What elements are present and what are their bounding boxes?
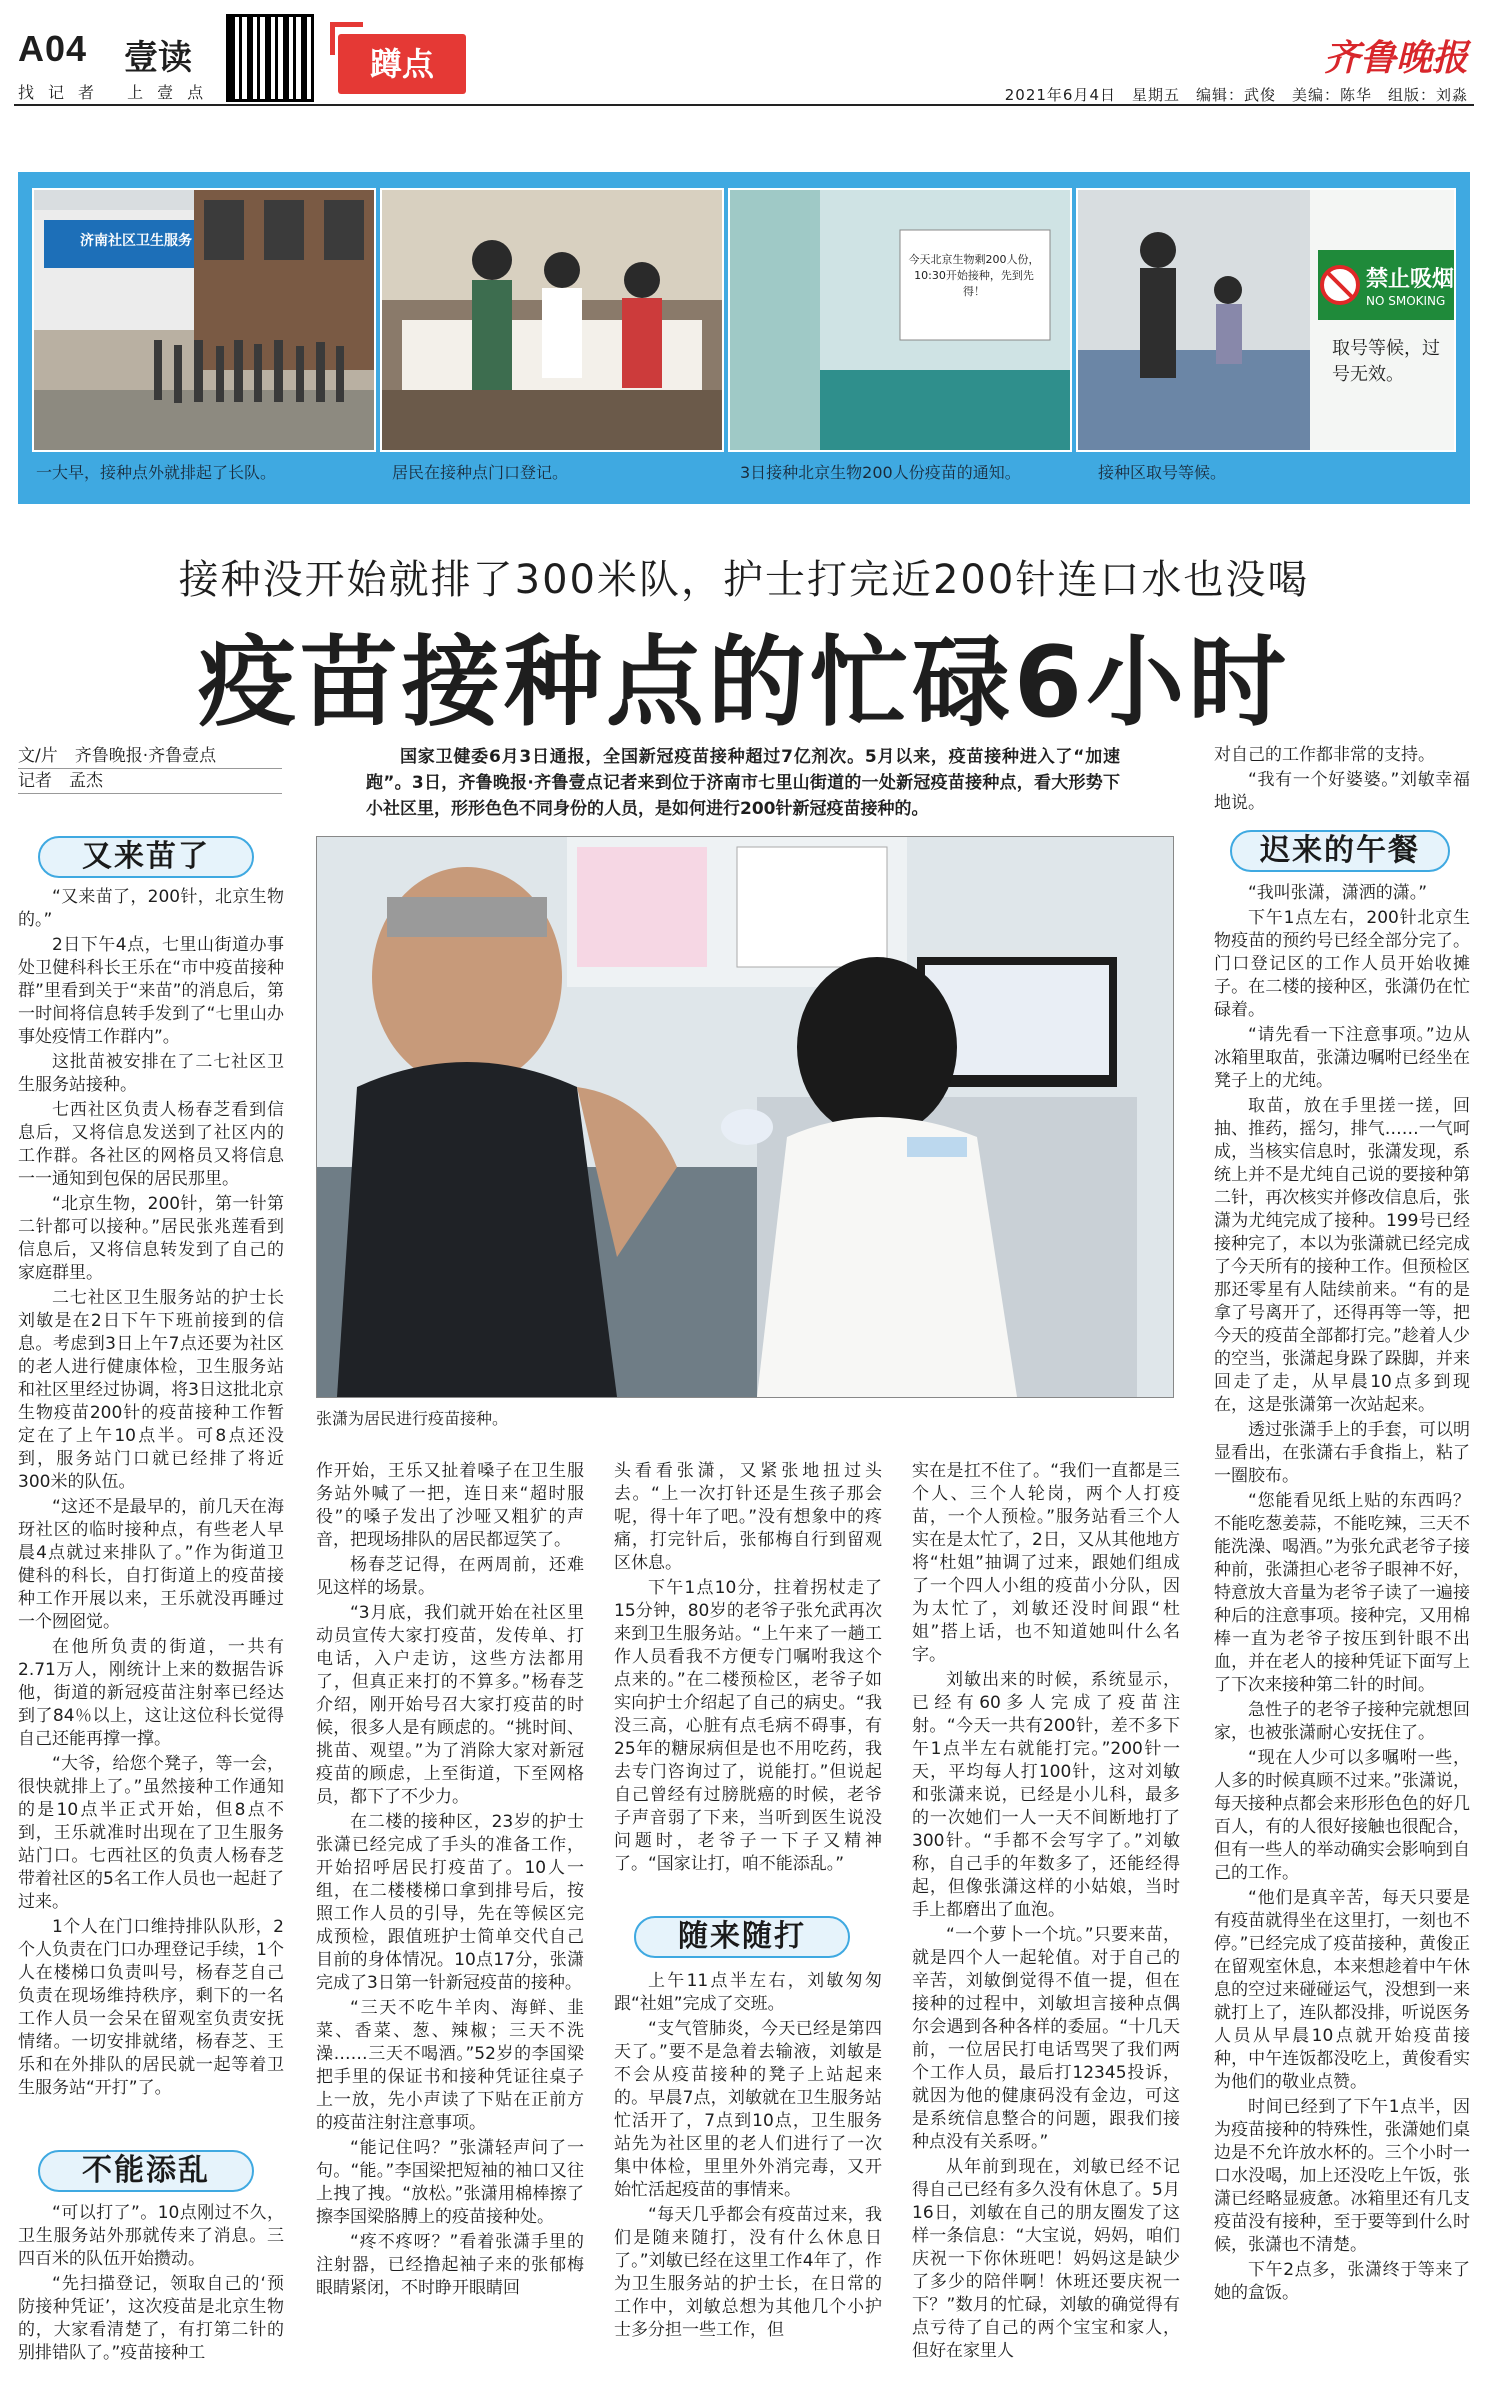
paragraph: 对自己的工作都非常的支持。	[1214, 745, 1435, 765]
paragraph: 在二楼的接种区，23岁的护士张潇已经完成了手头的准备工作，开始招呼居民打疫苗了。10人一组，在二楼楼梯口拿到排号后，按照工作人员的引导，先在等候区完成预检，跟值班护士简单交代自己目前的身体情况。10点17分，张潇完成了3日第一针新冠疫苗的接种。	[316, 1812, 584, 1993]
paragraph: “支气管肺炎，今天已经是第四天了。”要不是急着去输液，刘敏是不会从疫苗接种的凳子上站起来的。早晨7点，刘敏就在卫生服务站忙活开了，7点到10点，卫生服务站先为社区里的老人们进行了一次集中体检，里里外外消完毒，又开始忙活起疫苗的事情来。	[614, 2019, 882, 2200]
paragraph: “每天几乎都会有疫苗过来，我们是随来随打，没有什么休息日了。”刘敏已经在这里工作4年了，作为卫生服务站的护士长，在日常的工作中，刘敏总想为其他几个小护士多分担一些工作，但	[614, 2205, 882, 2340]
paragraph: “又来苗了，200针，北京生物的。”	[18, 887, 284, 930]
paragraph: 实在是扛不住了。“我们一直都是三个人、三个人轮岗，两个人打疫苗，一个人预检。”服务站看三个人实在是太忙了，2日，又从其他地方将“杜姐”抽调了过来，跟她们组成了一个四人小组的疫苗小分队，因为太忙了，刘敏还没时间跟“杜姐”搭上话，也不知道她叫什么名字。	[912, 1461, 1180, 1665]
subhead-4: 迟来的午餐	[1230, 830, 1450, 872]
main-photo-caption: 张潇为居民进行疫苗接种。	[316, 1409, 509, 1428]
masthead-rule	[14, 104, 1474, 106]
kicker-headline: 接种没开始就排了300米队，护士打完近200针连口水也没喝	[178, 557, 1310, 603]
subhead-2: 不能添乱	[38, 2150, 254, 2192]
queue-photo[interactable]	[32, 188, 376, 452]
column-label: 蹲点	[369, 45, 434, 83]
paragraph: “请先看一下注意事项。”边从冰箱里取苗，张潇边嘱咐已经坐在凳子上的尤纯。	[1214, 1025, 1470, 1091]
paragraph: 时间已经到了下午1点半，因为疫苗接种的特殊性，张潇她们桌边是不允许放水杯的。三个小时一口水没喝，加上还没吃上午饭，张潇已经略显疲惫。冰箱里还有几支疫苗没有接种，至于要等到什么时候，张潇也不清楚。	[1214, 2097, 1470, 2255]
paragraph: “大爷，给您个凳子，等一会，很快就排上了。”虽然接种工作通知的是10点半正式开始，但8点不到，王乐就准时出现在了卫生服务站门口。七西社区的负责人杨春芝带着社区的5名工作人员也一起赶了过来。	[18, 1754, 284, 1912]
byline-reporter: 记者 孟杰	[18, 769, 282, 794]
article-column-2	[316, 1460, 584, 2388]
newspaper-logo: 齐鲁晚报	[1323, 37, 1468, 79]
paragraph: 这批苗被安排在了二七社区卫生服务站接种。	[18, 1052, 284, 1095]
paragraph: “北京生物，200针，第一针第二针都可以接种。”居民张兆莲看到信息后，又将信息转发到了自己的家庭群里。	[18, 1194, 284, 1283]
section-name: 壹读	[124, 38, 192, 78]
paragraph: “您能看见纸上贴的东西吗？不能吃葱姜蒜，不能吃辣，三天不能洗澡、喝酒。”为张允武老爷子接种前，张潇担心老爷子眼神不好，特意放大音量为老爷子读了一遍接种后的注意事项。接种完，又用棉棒一直为老爷子按压到针眼不出血，并在老人的接种凭证下面写上了下次来接种第二针的时间。	[1214, 1491, 1470, 1695]
no-smoking-sign: 禁止吸烟	[1366, 267, 1455, 292]
article-column-3b	[614, 1970, 882, 2388]
paragraph: 下午2点多，张潇终于等来了她的盒饭。	[1214, 2260, 1470, 2303]
page-number: A04	[18, 28, 88, 69]
no-smoking-english: NO SMOKING	[1366, 294, 1446, 308]
paragraph: 二七社区卫生服务站的护士长刘敏是在2日下午下班前接到的信息。考虑到3日上午7点还要为社区的老人进行健康体检，卫生服务站和社区里经过协调，将3日这批北京生物疫苗200针的疫苗接种工作暂定在了上午10点半。可8点还没到，服务站门口就已经排了将近300米的队伍。	[18, 1288, 284, 1492]
article-lede: 国家卫健委6月3日通报，全国新冠疫苗接种超过7亿剂次。5月以来，疫苗接种进入了“加速跑”。3日，齐鲁晚报·齐鲁壹点记者来到位于济南市七里山街道的一处新冠疫苗接种点，看大形势下小社区里，形形色色不同身份的人员，是如何进行200针新冠疫苗接种的。	[366, 747, 1120, 819]
paragraph: “我叫张潇，潇洒的潇。”	[1248, 883, 1428, 903]
paragraph: “我有一个好婆婆。”刘敏幸福地说。	[1214, 770, 1470, 813]
notice-text: 今天北京生物剩200人份，10:30开始接种，先到先得！	[908, 253, 1040, 298]
paragraph: 下午1点左右，200针北京生物疫苗的预约号已经全部分完了。门口登记区的工作人员开始收摊子。在二楼的接种区，张潇仍在忙碌着。	[1214, 908, 1470, 1020]
paragraph: 下午1点10分，拄着拐杖走了15分钟，80岁的老爷子张允武再次来到卫生服务站。“上午来了一趟工作人员看我不方便专门嘱咐我这个点来的。”在二楼预检区，老爷子如实向护士介绍起了自己的病史。“我没三高，心脏有点毛病不碍事，有25年的糖尿病但是也不用吃药，我去专门咨询过了，说能打。”但说起自己曾经有过膀胱癌的时候，老爷子声音弱了下来，当听到医生说没问题时，老爷子一下子又精神了。“国家让打，咱不能添乱。”	[614, 1578, 882, 1874]
paragraph: “能记住吗？”张潇轻声问了一句。“能。”李国梁把短袖的袖口又往上拽了拽。“放松。”张潇用棉棒擦了擦李国梁胳膊上的疫苗接种处。	[316, 2138, 584, 2227]
paragraph: 刘敏出来的时候，系统显示，已经有60多人完成了疫苗注射。“今天一共有200针，差不多下午1点半左右就能打完。”200针一天，平均每人打100针，这对刘敏和张潇来说，已经是小儿科，最多的一次她们一人一天不间断地打了300针。“手都不会写字了。”刘敏称，自己手的年数多了，还能经得起，但像张潇这样的小姑娘，当时手上都磨出了血泡。	[912, 1670, 1180, 1920]
paragraph: “他们是真辛苦，每天只要是有疫苗就得坐在这里打，一刻也不停。”已经完成了疫苗接种，黄俊正在留观室休息，本来想趁着中午休息的空过来碰碰运气，没想到一来就打上了，连队都没排，听说医务人员从早晨10点就开始疫苗接种，中午连饭都没吃上，黄俊看实为他们的敬业点赞。	[1214, 1888, 1470, 2092]
paragraph: “三天不吃牛羊肉、海鲜、韭菜、香菜、葱、辣椒；三天不洗澡……三天不喝酒。”52岁的李国梁把手里的保证书和接种凭证往桌子上一放，先小声读了下贴在正前方的疫苗注射注意事项。	[316, 1998, 584, 2133]
photo-caption: 一大早，接种点外就排起了长队。	[36, 463, 277, 482]
paragraph: 头看看张潇，又紧张地扭过头去。“上一次打针还是生孩子那会呢，得十年了吧。”没有想象中的疼痛，打完针后，张郁梅自行到留观区休息。	[614, 1461, 882, 1573]
main-photo[interactable]	[316, 836, 1174, 1398]
photo-caption: 接种区取号等候。	[1098, 463, 1227, 482]
paragraph: “疼不疼呀？”看着张潇手里的注射器，已经撸起袖子来的张郁梅眼睛紧闭，不时睁开眼睛回	[316, 2232, 584, 2298]
waiting-photo[interactable]	[1076, 188, 1456, 452]
paragraph: 急性子的老爷子接种完就想回家，也被张潇耐心安抚住了。	[1214, 1700, 1470, 1743]
paragraph: 七西社区负责人杨春芝看到信息后，又将信息发送到了社区内的工作群。各社区的网格员又将信息一一通知到包保的居民那里。	[18, 1100, 284, 1189]
photo-caption: 居民在接种点门口登记。	[392, 463, 569, 482]
paragraph: 1个人在门口维持排队队形，2个人负责在门口办理登记手续，1个人在楼梯口负责叫号，杨春芝自己负责在现场维持秩序，剩下的一名工作人员一会呆在留观室负责安抚情绪。一切安排就绪，杨春芝、王乐和在外排队的居民就一起等着卫生服务站“开打”了。	[18, 1917, 284, 2098]
paragraph: 上午11点半左右，刘敏匆匆跟“社姐”完成了交班。	[614, 1971, 882, 2014]
paragraph: “这还不是最早的，前几天在海玡社区的临时接种点，有些老人早晨4点就过来排队了。”作为街道卫健科的科长，自打街道上的疫苗接种工作开展以来，王乐就没再睡过一个囫囵觉。	[18, 1497, 284, 1632]
subhead-3: 随来随打	[634, 1916, 850, 1958]
paragraph: 取苗，放在手里搓一搓，回抽、推药，摇匀，排气……一气呵成，当核实信息时，张潇发现，系统上并不是尤纯自己说的要接种第二针，再次核实并修改信息后，张潇为尤纯完成了接种。199号已经接种完了，本以为张潇就已经完成了今天所有的接种工作。但预检区那还零星有人陆续前来。“有的是拿了号离开了，还得再等一等，把今天的疫苗全部都打完。”趁着人少的空当，张潇起身跺了跺脚，并来回走了走，从早晨10点多到现在，这是张潇第一次站起来。	[1214, 1096, 1470, 1415]
notice-photo[interactable]	[728, 188, 1072, 452]
paragraph: “3月底，我们就开始在社区里动员宣传大家打疫苗，发传单、打电话，入户走访，这些方法都用了，但真正来打的不算多。”杨春芝介绍，刚开始号召大家打疫苗的时候，很多人是有顾虑的。“挑时间、挑苗、观望。”为了消除大家对新冠疫苗的顾虑，上至街道，下至网格员，都下了不少力。	[316, 1603, 584, 1807]
subhead-1: 又来苗了	[38, 836, 254, 878]
paragraph: 作开始，王乐又扯着嗓子在卫生服务站外喊了一把，连日来“超时服役”的嗓子发出了沙哑又粗犷的声音，把现场排队的居民都逗笑了。	[316, 1461, 584, 1550]
article-column-4	[912, 1460, 1180, 2388]
article-column-1b	[18, 2202, 284, 2388]
paragraph: “先扫描登记，领取自己的‘预防接种凭证’，这次疫苗是北京生物的，大家看清楚了，有打第二针的别排错队了。”疫苗接种工	[18, 2274, 284, 2363]
main-headline: 疫苗接种点的忙碌6小时	[197, 626, 1291, 740]
qr-code-icon[interactable]	[226, 14, 314, 102]
byline-source: 文/片 齐鲁晚报·齐鲁壹点	[18, 744, 282, 769]
paragraph: 2日下午4点，七里山街道办事处卫健科科长王乐在“市中疫苗接种群”里看到关于“来苗”的消息后，第一时间将信息转手发到了“七里山办事处疫情工作群内”。	[18, 935, 284, 1047]
paragraph: “现在人少可以多嘱咐一些，人多的时候真顾不过来。”张潇说，每天接种点都会来形形色色的好几百人，有的人很好接触也很配合，但有一些人的举动确实会影响到自己的工作。	[1214, 1748, 1470, 1883]
paragraph: “一个萝卜一个坑。”只要来苗，就是四个人一起轮值。对于自己的辛苦，刘敏倒觉得不值一提，但在接种的过程中，刘敏坦言接种点偶尔会遇到各种各样的委屈。“十几天前，一位居民打电话骂哭了我们两个工作人员，最后打12345投诉，就因为他的健康码没有金边，可这是系统信息整合的问题，跟我们接种点没有关系呀。”	[912, 1925, 1180, 2152]
dateline: 2021年6月4日 星期五 编辑：武俊 美编：陈华 组版：刘淼	[1004, 86, 1468, 104]
byline	[18, 744, 282, 794]
article-column-5	[1214, 882, 1470, 2388]
column-badge	[330, 22, 470, 96]
article-column-5-top	[1214, 744, 1470, 820]
clinic-sign: 济南社区卫生服务	[80, 233, 192, 249]
photo-caption: 3日接种北京生物200人份疫苗的通知。	[740, 463, 1021, 482]
paragraph: “可以打了”。10点刚过不久，卫生服务站外那就传来了消息。三四百米的队伍开始攒动。	[18, 2203, 284, 2269]
paragraph: 从年前到现在，刘敏已经不记得自己已经有多久没有休息了。5月16日，刘敏在自己的朋友圈发了这样一条信息：“大宝说，妈妈，咱们庆祝一下你休班吧！妈妈这是缺少了多少的陪伴啊！休班还要庆祝一下？”数月的忙碌，刘敏的确觉得有点亏待了自己的两个宝宝和家人，但好在家里人	[912, 2157, 1180, 2361]
paragraph: 杨春芝记得，在两周前，还难见这样的场景。	[316, 1555, 584, 1598]
article-column-1	[18, 886, 284, 2144]
queue-notice: 取号等候，过号无效。	[1332, 338, 1440, 385]
paragraph: 在他所负责的街道，一共有2.71万人，刚统计上来的数据告诉他，街道的新冠疫苗注射率已经达到了84％以上，这让这位科长觉得自己还能再撑一撑。	[18, 1637, 284, 1749]
tagline: 找记者 上壹点	[18, 83, 218, 102]
registration-photo[interactable]	[380, 188, 724, 452]
paragraph: 透过张潇手上的手套，可以明显看出，在张潇右手食指上，粘了一圈胶布。	[1214, 1420, 1470, 1486]
photo-strip	[18, 172, 1470, 504]
article-column-3	[614, 1460, 882, 1906]
